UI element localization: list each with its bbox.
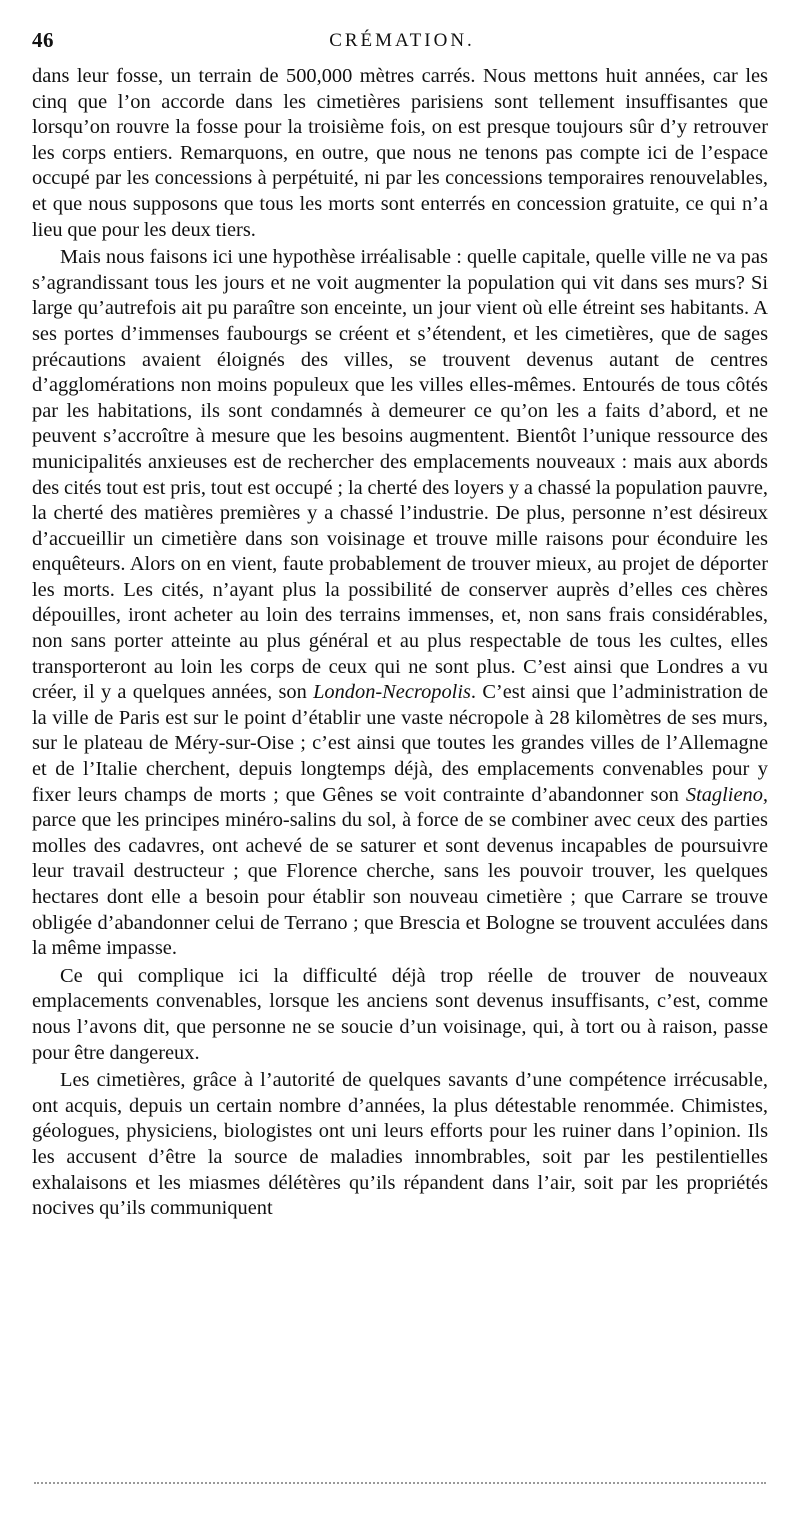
- paragraph: [32, 245, 768, 962]
- paragraph-text: . C’est ainsi que l’administration de la ville de Paris est sur le point d’établir une vaste nécropole à 28 kilomètres de ses murs, sur le plateau de Méry-sur-Oise ; c’est ainsi que toutes les grandes villes de l’Allemagne et de l’Italie cherchent, depuis longtemps déjà, des emplacements convenables pour y fixer leurs champs de morts ; que Gênes se voit contrainte d’abandonner son: [32, 681, 769, 806]
- paragraph-text: parce que les principes minéro-salins du sol, à force de se combiner avec ceux des parties molles des cadavres, ont achevé de se saturer et sont devenus incapables de poursuivre leur travail destructeur ; que Florence cherche, sans les pouvoir trouver, les quelques hectares dont elle a besoin pour établir son nouveau cimetière ; que Carrare se trouve obligée d’abandonner celui de Terrano ; que Brescia et Bologne se trouvent acculées dans la même impasse.: [32, 809, 768, 960]
- body-text: [32, 64, 768, 1224]
- paragraph-text: Ce qui complique ici la difficulté déjà trop réelle de trouver de nouveaux emplacements convenables, lorsque les anciens sont devenus insuffisants, c’est, comme nous l’avons dit, que personne ne se soucie d’un voisinage, qui, à tort ou à raison, passe pour être dangereux.: [32, 964, 768, 1064]
- page-number: 46: [32, 28, 54, 52]
- page-header: [32, 28, 772, 58]
- italic-text: London-Necropolis: [313, 681, 471, 704]
- paragraph-text: dans leur fosse, un terrain de 500,000 mètres carrés. Nous mettons huit années, car les cinq que l’on accorde dans les cimetières parisiens sont tellement insuffisantes que lorsqu’on rouvre la fosse pour la troisième fois, on est presque toujours sûr d’y retrouver les corps entiers. Remarquons, en outre, que nous ne tenons pas compte ici de l’espace occupé par les concessions à perpétuité, ni par les concessions temporaires renouvelables, et que nous supposons que tous les morts sont enterrés en concession gratuite, ce qui n’a lieu que pour les deux tiers.: [32, 65, 768, 241]
- italic-text: Staglieno,: [685, 783, 768, 806]
- footer-dotted-rule: [34, 1482, 766, 1484]
- paragraph: [32, 1068, 768, 1222]
- paragraph-text: Mais nous faisons ici une hypothèse irréalisable : quelle capitale, quelle ville ne va pas s’agrandissant tous les jours et ne voit augmenter la population qui vit dans ses murs? Si large qu’autrefois ait pu paraître son enceinte, un jour vient où elle étreint ses habitants. A ses portes d’immenses faubourgs se créent et s’étendent, et les cimetières, que de sages précautions avaient éloignés des villes, se trouvent devenus autant de centres d’agglomérations non moins populeux que les villes elles-mêmes. Entourés de tous côtés par les habitations, ils sont condamnés à demeurer ce qu’on les a faits d’abord, et ne peuvent s’accroître à mesure que les besoins augmentent. Bientôt l’unique ressource des municipalités anxieuses est de rechercher des emplacements nouveaux : mais aux abords des cités tout est pris, tout est occupé ; la cherté des loyers y a chassé la population pauvre, la cherté des matières premières y a chassé l’industrie. De plus, personne n’est désireux d’accueillir un cimetière dans son voisinage et trouve mille raisons pour éconduire les enquêteurs. Alors on en vient, faute probablement de trouver mieux, au projet de déporter les morts. Les cités, n’ayant plus la possibilité de conserver auprès d’elles ces chères dépouilles, iront acheter au loin des terrains immenses, et, non sans frais considérables, non sans porter atteinte au plus général et au plus respectable de tous les cultes, elles transporteront au loin les corps de ceux qui ne sont plus. C’est ainsi que Londres a vu créer, il y a quelques années, son: [32, 246, 768, 704]
- paragraph: [32, 964, 768, 1066]
- running-head: CRÉMATION.: [329, 30, 475, 51]
- paragraph: [32, 64, 768, 243]
- paragraph-text: Les cimetières, grâce à l’autorité de quelques savants d’une compétence irrécusable, ont acquis, depuis un certain nombre d’années, la plus détestable renommée. Chimistes, géologues, physiciens, biologistes ont uni leurs efforts pour les ruiner dans l’opinion. Ils les accusent d’être la source de maladies innombrables, soit par les pestilentielles exhalaisons et les miasmes délétères qu’ils répandent dans l’air, soit par les propriétés nocives qu’ils communiquent: [32, 1069, 768, 1220]
